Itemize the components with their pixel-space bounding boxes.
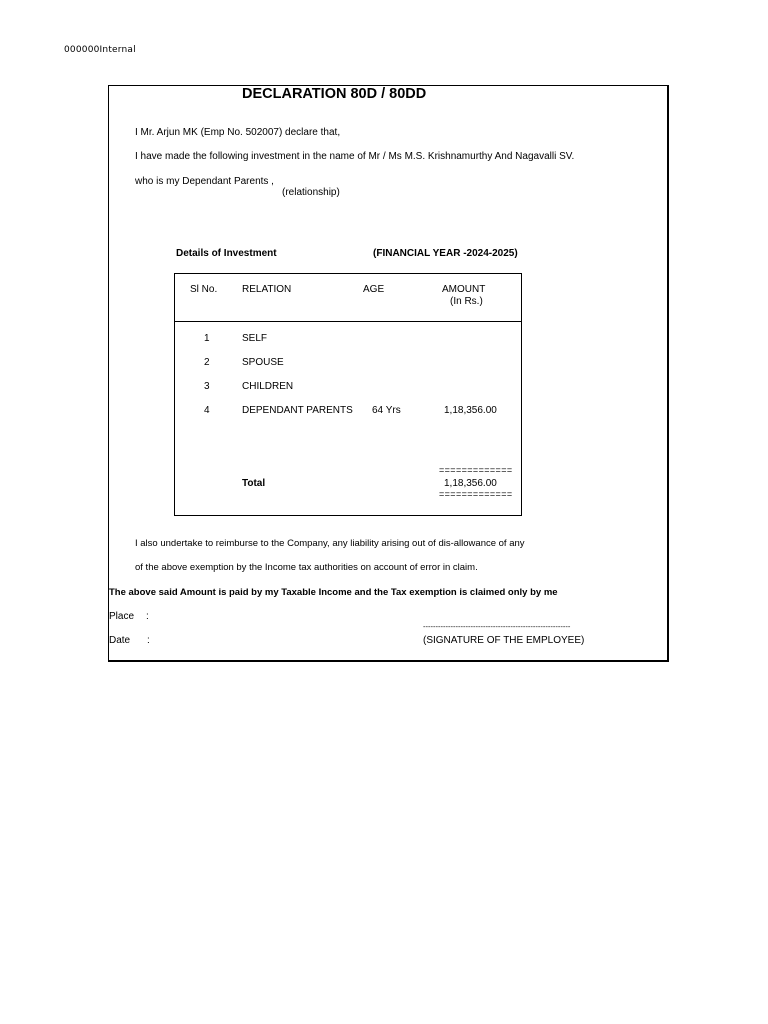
total-rule-bottom: ============= xyxy=(439,489,513,499)
internal-classification-label: 000000Internal xyxy=(64,45,136,55)
header-amount-unit: (In Rs.) xyxy=(450,296,483,307)
signature-line: ----------------------------------------------------------- xyxy=(423,622,571,631)
row-sl-no: 4 xyxy=(204,405,210,416)
date-colon: : xyxy=(147,635,150,646)
table-header-divider xyxy=(174,321,522,322)
form-title: DECLARATION 80D / 80DD xyxy=(242,86,427,102)
signature-label: (SIGNATURE OF THE EMPLOYEE) xyxy=(423,635,585,646)
row-amount: 1,18,356.00 xyxy=(444,405,497,416)
header-sl-no: Sl No. xyxy=(190,284,218,295)
date-label: Date xyxy=(109,635,131,646)
row-age: 64 Yrs xyxy=(372,405,401,416)
place-colon: : xyxy=(146,611,149,622)
total-rule-top: ============= xyxy=(439,465,513,475)
place-label: Place xyxy=(109,611,135,622)
row-relation: SELF xyxy=(242,333,268,344)
row-relation: SPOUSE xyxy=(242,357,284,368)
undertake-line-1: I also undertake to reimburse to the Company, any liability arising out of dis-allowance of any xyxy=(135,538,525,549)
tax-exemption-statement: The above said Amount is paid by my Taxable Income and the Tax exemption is claimed only by me xyxy=(109,587,558,598)
investment-line: I have made the following investment in the name of Mr / Ms M.S. Krishnamurthy And Nagavalli SV. xyxy=(135,151,575,162)
row-sl-no: 2 xyxy=(204,357,210,368)
relationship-note: (relationship) xyxy=(282,187,340,198)
dependant-line: who is my Dependant Parents , xyxy=(135,176,274,187)
row-relation: DEPENDANT PARENTS xyxy=(242,405,353,416)
details-of-investment-label: Details of Investment xyxy=(176,248,277,259)
declarant-line: I Mr. Arjun MK (Emp No. 502007) declare that, xyxy=(135,127,341,138)
header-amount: AMOUNT xyxy=(442,284,486,295)
undertake-line-2: of the above exemption by the Income tax authorities on account of error in claim. xyxy=(135,562,478,573)
header-relation: RELATION xyxy=(242,284,291,295)
header-age: AGE xyxy=(363,284,385,295)
total-amount: 1,18,356.00 xyxy=(444,478,497,489)
row-relation: CHILDREN xyxy=(242,381,294,392)
row-sl-no: 3 xyxy=(204,381,210,392)
total-label: Total xyxy=(242,478,266,489)
row-sl-no: 1 xyxy=(204,333,210,344)
financial-year-label: (FINANCIAL YEAR -2024-2025) xyxy=(373,248,518,259)
